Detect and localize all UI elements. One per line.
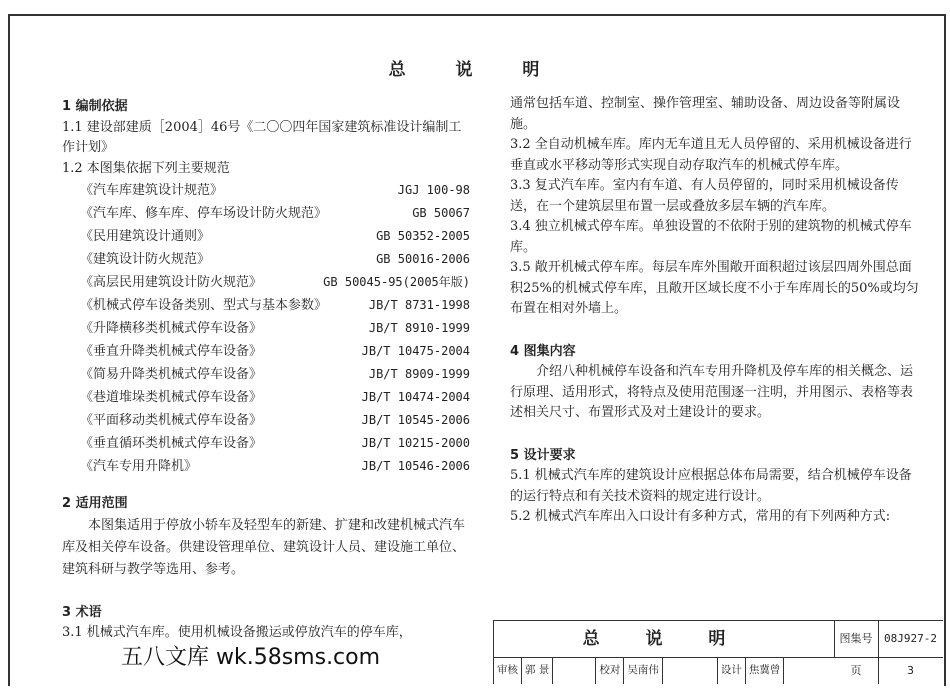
regulation-code: GB 50045-95(2005年版) bbox=[323, 275, 470, 289]
regulation-code: JB/T 8731-1998 bbox=[368, 298, 470, 312]
page-label: 页 bbox=[834, 657, 879, 684]
regulation-code: GB 50016-2006 bbox=[376, 252, 470, 266]
clause-3-2: 3.2 全自动机械车库。库内无车道且无人员停留的、采用机械设备进行垂直或水平移动等形式实现自动存取汽车的机械式停车库。 bbox=[510, 137, 912, 173]
regulation-row bbox=[62, 363, 472, 386]
regulation-code: JB/T 10215-2000 bbox=[361, 436, 470, 450]
regulation-row bbox=[62, 432, 472, 455]
design-label: 设计 bbox=[718, 657, 746, 684]
regulation-row bbox=[62, 179, 472, 202]
review-label: 审核 bbox=[494, 657, 522, 684]
left-column bbox=[62, 97, 472, 644]
title-block bbox=[493, 620, 943, 684]
designer-signature bbox=[784, 657, 830, 684]
check-label: 校对 bbox=[596, 657, 624, 684]
section-4-text: 介绍八种机械停车设备和汽车专用升降机及停车库的相关概念、运行原理、适用形式，将特点及使用范围逐一注明，并用图示、表格等表述相关尺寸、布置形式及对土建设计的要求。 bbox=[510, 364, 914, 420]
regulation-row bbox=[62, 202, 472, 225]
section-3-heading: 3 术语 bbox=[62, 604, 102, 620]
clause-1-2: 1.2 本图集依据下列主要规范 bbox=[62, 160, 230, 176]
regulation-code: JB/T 8910-1999 bbox=[368, 321, 470, 335]
section-2-text: 本图集适用于停放小轿车及轻型车的新建、扩建和改建机械式汽车库及相关停车设备。供建设管理单位、建筑设计人员、建设施工单位、建筑科研与教学等选用、参考。 bbox=[62, 517, 466, 577]
designer-name: 焦冀曾 bbox=[746, 657, 785, 684]
regulation-row bbox=[62, 294, 472, 317]
clause-3-4: 3.4 独立机械式停车库。单独设置的不依附于别的建筑物的机械式停车库。 bbox=[510, 219, 912, 255]
atlas-number: 08J927-2 bbox=[878, 621, 943, 658]
regulation-name: 《巷道堆垛类机械式停车设备》 bbox=[80, 390, 263, 405]
regulation-name: 《汽车库建筑设计规范》 bbox=[80, 183, 224, 198]
regulation-row bbox=[62, 409, 472, 432]
regulation-code: JB/T 10474-2004 bbox=[361, 390, 470, 404]
regulation-row bbox=[62, 248, 472, 271]
clause-3-5: 3.5 敞开机械式停车库。每层车库外围敞开面积超过该层四周外围总面积25%的机械式停车库，且敞开区域长度不小于车库周长的50%或均匀布置在相对外墙上。 bbox=[510, 260, 919, 316]
regulation-name: 《机械式停车设备类别、型式与基本参数》 bbox=[80, 298, 328, 313]
checker-signature bbox=[663, 657, 718, 684]
clause-1-1: 1.1 建设部建质［2004］46号《二〇〇四年国家建筑标准设计编制工作计划》 bbox=[62, 119, 462, 155]
regulation-row bbox=[62, 317, 472, 340]
regulation-code: JB/T 10546-2006 bbox=[361, 459, 470, 473]
regulation-row bbox=[62, 386, 472, 409]
clause-3-1: 3.1 机械式汽车库。使用机械设备搬运或停放汽车的停车库， bbox=[62, 625, 412, 640]
regulation-code: JB/T 10545-2006 bbox=[361, 413, 470, 427]
regulation-name: 《汽车库、修车库、停车场设计防火规范》 bbox=[80, 206, 328, 221]
section-1-heading: 1 编制依据 bbox=[62, 99, 128, 114]
checker-name: 吴南伟 bbox=[624, 657, 663, 684]
regulation-code: JGJ 100-98 bbox=[397, 183, 470, 197]
right-column bbox=[510, 94, 920, 528]
page-title: 总 说 明 bbox=[388, 60, 562, 80]
atlas-label: 图集号 bbox=[834, 621, 879, 658]
regulation-row bbox=[62, 340, 472, 363]
title-block-title: 总 说 明 bbox=[494, 621, 835, 658]
watermark: 五八文库 wk.58sms.com bbox=[115, 640, 386, 671]
regulation-name: 《升降横移类机械式停车设备》 bbox=[80, 321, 263, 336]
clause-5-1: 5.1 机械式汽车库的建筑设计应根据总体布局需要，结合机械停车设备的运行特点和有关技术资料的规定进行设计。 bbox=[510, 468, 912, 504]
regulation-code: GB 50067 bbox=[412, 206, 470, 220]
regulation-name: 《高层民用建筑设计防火规范》 bbox=[80, 275, 263, 290]
regulation-list bbox=[62, 179, 472, 478]
section-5-heading: 5 设计要求 bbox=[510, 447, 576, 463]
section-2-heading: 2 适用范围 bbox=[62, 496, 128, 511]
signature-row bbox=[494, 657, 834, 684]
regulation-name: 《平面移动类机械式停车设备》 bbox=[80, 413, 263, 428]
regulation-name: 《建筑设计防火规范》 bbox=[80, 252, 211, 267]
page-number: 3 bbox=[907, 664, 914, 677]
clause-3-1-continued: 通常包括车道、控制室、操作管理室、辅助设备、周边设备等附属设施。 bbox=[510, 96, 901, 132]
clause-3-3: 3.3 复式汽车库。室内有车道、有人员停留的，同时采用机械设备传送，在一个建筑层里布置一层或叠放多层车辆的汽车库。 bbox=[510, 178, 899, 214]
regulation-row bbox=[62, 455, 472, 478]
regulation-name: 《垂直循环类机械式停车设备》 bbox=[80, 436, 263, 451]
regulation-row bbox=[62, 225, 472, 248]
reviewer-name: 郭 景 bbox=[522, 657, 553, 684]
clause-5-2: 5.2 机械式汽车库出入口设计有多种方式，常用的有下列两种方式: bbox=[510, 509, 891, 524]
section-4-heading: 4 图集内容 bbox=[510, 343, 576, 359]
regulation-name: 《垂直升降类机械式停车设备》 bbox=[80, 344, 263, 359]
regulation-name: 《简易升降类机械式停车设备》 bbox=[80, 367, 263, 382]
reviewer-signature bbox=[553, 657, 596, 684]
regulation-code: GB 50352-2005 bbox=[376, 229, 470, 243]
regulation-code: JB/T 10475-2004 bbox=[361, 344, 470, 358]
regulation-code: JB/T 8909-1999 bbox=[368, 367, 470, 381]
regulation-row bbox=[62, 271, 472, 294]
regulation-name: 《汽车专用升降机》 bbox=[80, 459, 198, 474]
regulation-name: 《民用建筑设计通则》 bbox=[80, 229, 211, 244]
